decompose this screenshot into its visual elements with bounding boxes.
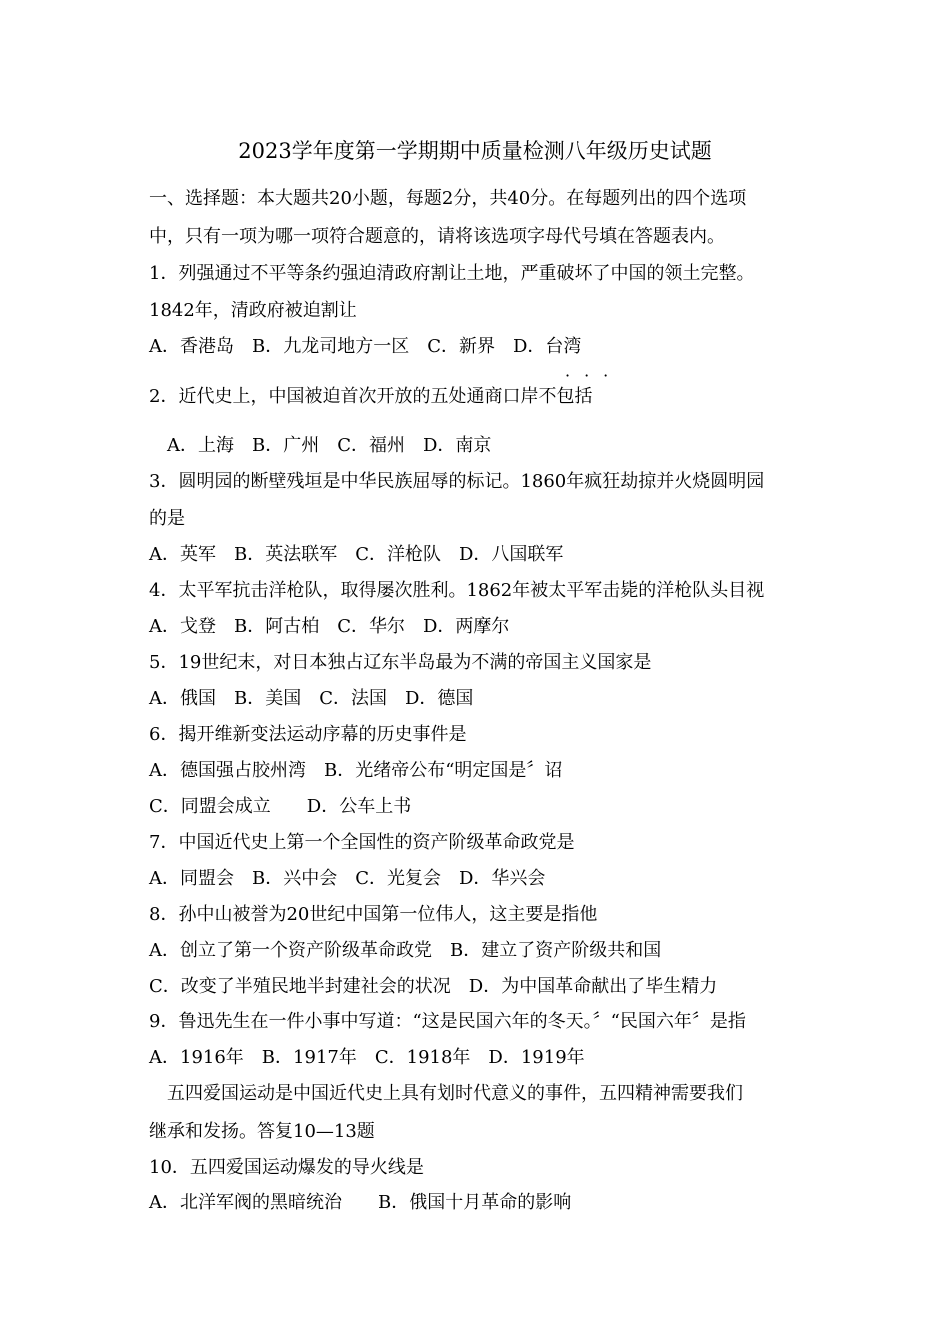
question-3-options: A．英军 B．英法联军 C．洋枪队 D．八国联军 <box>149 544 564 565</box>
question-4-stem: 4．太平军抗击洋枪队，取得屡次胜利。1862年被太平军击毙的洋枪队头目视 <box>149 580 765 601</box>
question-1-stem: 1842年，清政府被迫割让 <box>149 300 357 321</box>
question-6-stem: 6．揭开维新变法运动序幕的历史事件是 <box>149 724 467 745</box>
question-5-stem: 5．19世纪末，对日本独占辽东半岛最为不满的帝国主义国家是 <box>149 652 652 673</box>
page-title: 2023学年度第一学期期中质量检测八年级历史试题 <box>238 139 712 163</box>
question-3-stem: 的是 <box>149 508 185 529</box>
question-9-options: A．1916年 B．1917年 C．1918年 D．1919年 <box>149 1047 585 1068</box>
question-8-stem: 8．孙中山被誉为20世纪中国第一位伟人，这主要是指他 <box>149 904 598 925</box>
question-10-stem: 10．五四爱国运动爆发的导火线是 <box>149 1157 424 1178</box>
question-6-options: C．同盟会成立 D．公车上书 <box>149 796 412 817</box>
question-7-options: A．同盟会 B．兴中会 C．光复会 D．华兴会 <box>149 868 546 889</box>
emphasis-dots: ··· <box>565 366 623 385</box>
question-8-options: A．创立了第一个资产阶级革命政党 B．建立了资产阶级共和国 <box>149 940 662 961</box>
question-2-stem: 2．近代史上，中国被迫首次开放的五处通商口岸不包括 <box>149 386 593 407</box>
question-10-options: A．北洋军阀的黑暗统治 B．俄国十月革命的影响 <box>149 1192 572 1213</box>
question-3-stem: 3．圆明园的断壁残垣是中华民族屈辱的标记。1860年疯狂劫掠并火烧圆明园 <box>149 471 765 492</box>
question-2-options: A．上海 B．广州 C．福州 D．南京 <box>149 435 492 456</box>
question-1-stem: 1．列强通过不平等条约强迫清政府割让土地，严重破坏了中国的领土完整。 <box>149 263 755 284</box>
question-5-options: A．俄国 B．美国 C．法国 D．德国 <box>149 688 474 709</box>
section-instruction-line: 中，只有一项为哪一项符合题意的，请将该选项字母代号填在答题表内。 <box>149 226 725 247</box>
passage-text: 五四爱国运动是中国近代史上具有划时代意义的事件，五四精神需要我们 <box>149 1083 743 1104</box>
question-7-stem: 7．中国近代史上第一个全国性的资产阶级革命政党是 <box>149 832 575 853</box>
question-9-stem: 9．鲁迅先生在一件小事中写道：“这是民国六年的冬天。〞“民国六年〞是指 <box>149 1011 746 1032</box>
passage-text: 继承和发扬。答复10—13题 <box>149 1121 375 1142</box>
section-instruction-line: 一、选择题：本大题共20小题，每题2分，共40分。在每题列出的四个选项 <box>149 188 747 209</box>
question-8-options: C．改变了半殖民地半封建社会的状况 D．为中国革命献出了毕生精力 <box>149 976 718 997</box>
question-1-options: A．香港岛 B．九龙司地方一区 C．新界 D．台湾 <box>149 336 582 357</box>
question-6-options: A．德国强占胶州湾 B．光绪帝公布“明定国是〞诏 <box>149 760 563 781</box>
question-4-options: A．戈登 B．阿古柏 C．华尔 D．两摩尔 <box>149 616 510 637</box>
